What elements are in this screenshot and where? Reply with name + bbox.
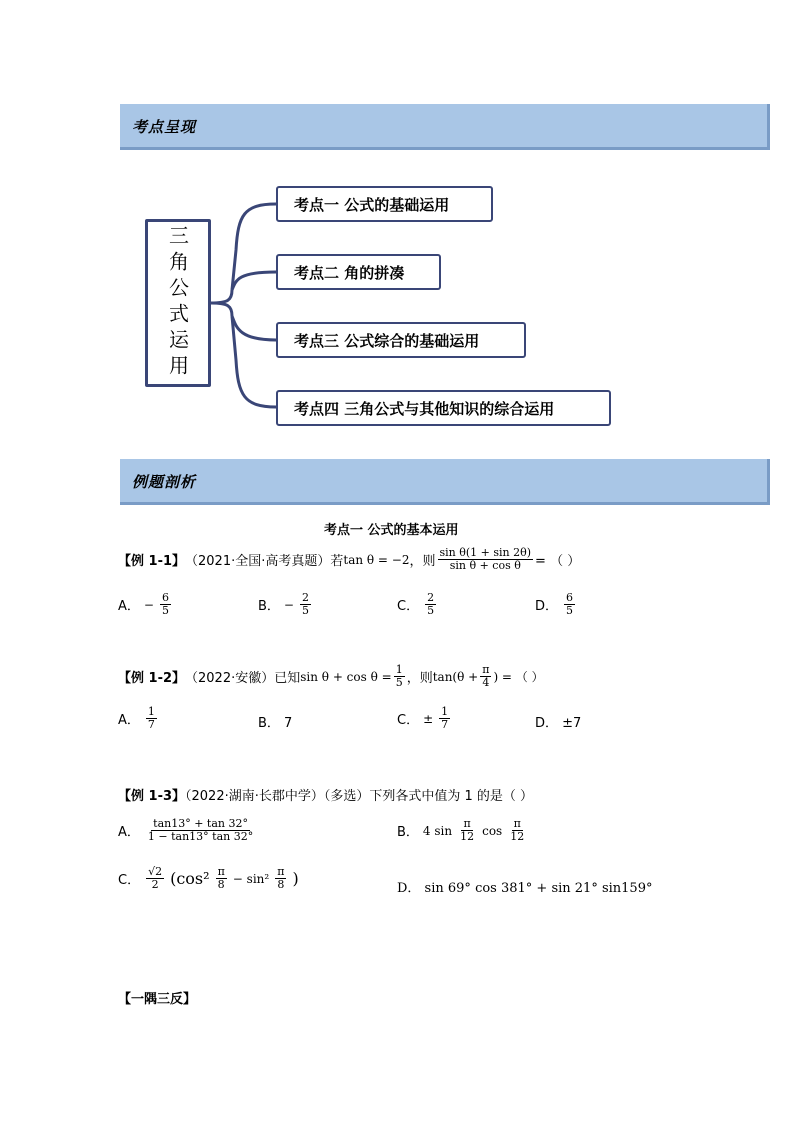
mindmap-root (145, 219, 211, 387)
option-fraction (300, 592, 311, 617)
condition-fraction (394, 664, 405, 689)
option-sign: − (143, 597, 154, 612)
denominator: 4 (482, 676, 490, 690)
mindmap-node-3 (276, 322, 526, 358)
q1-option-d (535, 592, 577, 617)
mindmap-node-1 (276, 186, 493, 222)
numerator: 1 (147, 705, 155, 718)
denominator: 5 (427, 604, 435, 618)
mindmap-node-4 (276, 390, 611, 426)
option-fraction (160, 592, 171, 617)
question-1-3 (118, 785, 533, 804)
numerator: 6 (161, 591, 169, 604)
expression: tan(θ + (432, 669, 479, 684)
denominator: 5 (395, 676, 403, 690)
denominator: 5 (301, 604, 309, 618)
denominator: 12 (510, 830, 525, 844)
numerator: 6 (566, 591, 574, 604)
banner-title: 考点呈现 (132, 118, 197, 136)
option-fraction (425, 592, 436, 617)
numerator: √2 (148, 865, 163, 878)
q3-option-a (118, 818, 257, 843)
condition: tan θ = −2 (343, 552, 410, 567)
condition: sin θ + cos θ = (300, 669, 392, 684)
q3-option-b (397, 818, 528, 843)
question-label: 【例 1-1】 (118, 554, 186, 570)
numerator: π (513, 817, 521, 830)
option-fraction (146, 866, 164, 891)
section-banner-lieti (120, 459, 770, 505)
option-letter: C． (118, 873, 141, 889)
answer-blank: ) = （ ） (493, 670, 544, 685)
answer-blank: = （ ） (535, 554, 581, 570)
option-fraction (146, 706, 157, 731)
node-label: 考点一 公式的基础运用 (294, 195, 450, 214)
option-sign: ± (423, 711, 434, 726)
option-sign: − (283, 597, 294, 612)
numerator: tan13° + tan 32° (153, 817, 248, 830)
q1-option-c (397, 592, 438, 617)
node-label: 考点四 三角公式与其他知识的综合运用 (294, 399, 555, 418)
numerator: π (217, 865, 225, 878)
option-text: D． sin 69° cos 381° + sin 21° sin159° (397, 881, 653, 896)
option-fraction (508, 818, 526, 843)
q3-option-c (118, 866, 299, 891)
option-letter: B． (258, 599, 280, 615)
option-fraction (564, 592, 575, 617)
option-letter: A． (118, 599, 140, 615)
denominator: 1 − tan13° tan 32° (147, 830, 254, 844)
node-label: 考点三 公式综合的基础运用 (294, 331, 480, 350)
numerator: 1 (395, 663, 403, 676)
expression-part: cos (482, 823, 503, 838)
mindmap-root-label: 三角公式运用 (165, 225, 190, 381)
q3-option-d (397, 877, 652, 896)
option-text: B． 7 (258, 716, 293, 731)
numerator: sin θ(1 + sin 2θ) (439, 546, 532, 559)
denominator: 8 (277, 878, 285, 892)
q2-option-d (535, 712, 581, 731)
q2-option-c (397, 706, 452, 731)
option-letter: A． (118, 713, 140, 729)
mindmap-node-2 (276, 254, 441, 290)
denominator: 7 (147, 718, 155, 732)
numerator: 2 (301, 591, 309, 604)
denominator: 2 (151, 878, 159, 892)
option-fraction (275, 866, 286, 891)
q1-option-b (258, 592, 313, 617)
denominator: 5 (161, 604, 169, 618)
question-label: 【例 1-2】 (118, 671, 186, 687)
expression-part: − sin² (232, 871, 270, 886)
expression-part: ) (292, 869, 299, 889)
question-1-2 (118, 664, 544, 689)
denominator: 12 (460, 830, 475, 844)
numerator: π (463, 817, 471, 830)
numerator: π (277, 865, 285, 878)
option-letter: C． (397, 599, 420, 615)
option-letter: B． (397, 825, 419, 841)
expression-part: (cos² (170, 869, 210, 889)
section-title: 考点一 公式的基本运用 (324, 523, 459, 538)
option-letter: D． (535, 599, 559, 615)
numerator: π (482, 663, 490, 676)
option-fraction (458, 818, 476, 843)
option-fraction (216, 866, 227, 891)
q2-option-a (118, 706, 159, 731)
question-source: （2021·全国·高考真题）若 (185, 554, 344, 570)
question-source: （2022·安徽）已知 (185, 671, 301, 687)
question-1-1 (118, 547, 580, 572)
q2-option-b (258, 712, 292, 731)
option-fraction (439, 706, 450, 731)
option-letter: C． (397, 713, 420, 729)
option-fraction (146, 818, 255, 843)
question-body: （2022·湖南·长郡中学）（多选）下列各式中值为 1 的是（ ） (185, 789, 534, 804)
option-letter: A． (118, 825, 140, 841)
node-label: 考点二 角的拼凑 (294, 263, 405, 282)
denominator: 8 (217, 878, 225, 892)
denominator: 5 (566, 604, 574, 618)
banner-title: 例题剖析 (132, 473, 197, 491)
option-text: D． ±7 (535, 716, 582, 731)
expression-fraction (438, 547, 534, 572)
yiju-sanfan-heading: 【一隅三反】 (118, 992, 197, 1007)
numerator: 1 (441, 705, 449, 718)
expression-fraction (480, 664, 491, 689)
denominator: sin θ + cos θ (449, 559, 521, 573)
connector-text: ，则 (409, 554, 436, 570)
connector-text: ，则 (406, 671, 433, 687)
expression-part: 4 sin (422, 823, 453, 838)
q1-option-a (118, 592, 173, 617)
numerator: 2 (427, 591, 435, 604)
question-label: 【例 1-3】 (118, 789, 186, 804)
denominator: 7 (441, 718, 449, 732)
